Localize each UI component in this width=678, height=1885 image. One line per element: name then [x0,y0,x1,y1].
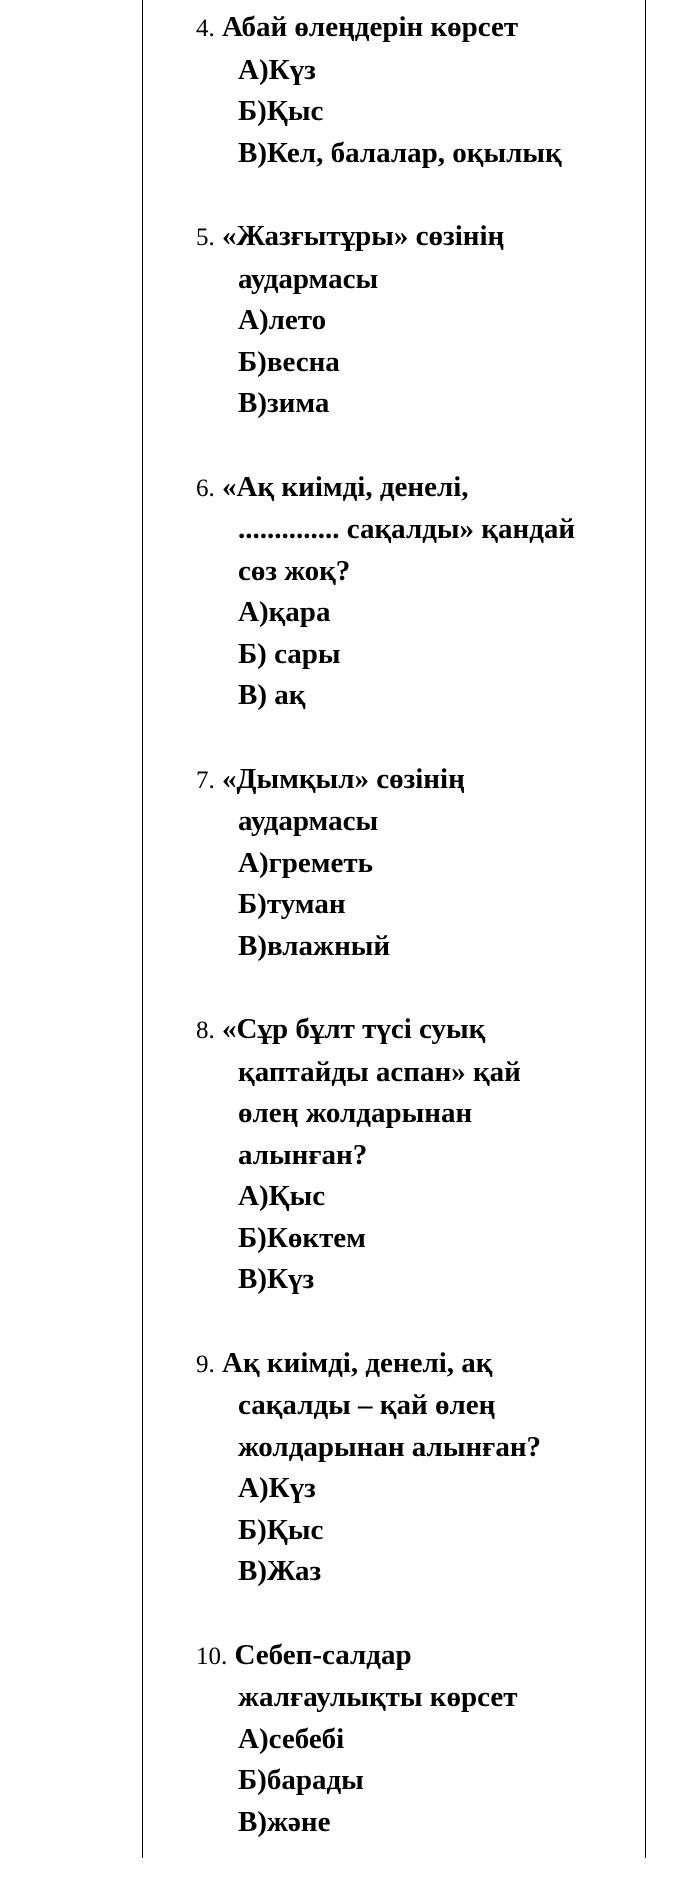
table-border-left [142,0,143,1858]
question-number: 5. [196,224,215,251]
question-stem-line: алынған? [238,1138,368,1171]
question-9 [196,1343,636,1593]
question-stem-line [196,1635,636,1678]
question-5 [196,216,636,425]
answer-option-c: В)влажный [238,929,391,962]
answer-option-b: Б)туман [238,888,346,920]
question-stem-line: аудармасы [238,262,379,295]
question-stem-line: аудармасы [238,805,379,837]
answer-option-b: Б)Қыс [238,95,324,127]
question-stem-line: жалғаулықты көрсет [238,1681,518,1713]
question-stem-line [196,1009,636,1052]
question-stem-text: Абай өлеңдерін көрсет [222,11,519,43]
answer-option-c: В)Күз [238,1263,315,1295]
question-number: 4. [196,15,215,42]
answer-option-a: А)қара [238,596,331,628]
question-stem-line: өлең жолдарынан [238,1097,473,1129]
question-stem-line: .............. сақалды» қандай [238,513,576,545]
question-stem-line [196,7,636,50]
question-stem-text: «Сұр бұлт түсі суық [222,1013,486,1045]
question-4 [196,7,636,174]
question-stem-line [196,1343,636,1386]
question-stem-line: қаптайды аспан» қай [238,1055,521,1088]
answer-option-c: В) ақ [238,679,306,711]
answer-option-a: А)Күз [238,1472,316,1504]
question-stem-line [196,759,636,802]
question-7 [196,759,636,968]
question-number: 10. [196,1642,228,1670]
question-stem-text: «Ақ киімді, денелі, [222,470,469,503]
question-number: 9. [196,1350,215,1378]
question-stem-line [196,216,636,259]
question-stem-line [196,467,636,510]
question-list [196,7,636,1885]
answer-option-b: Б)Қыс [238,1513,324,1546]
question-8 [196,1009,636,1301]
answer-option-a: А)Қыс [238,1180,326,1212]
answer-option-a: А)себебі [238,1722,345,1755]
answer-option-c: В)және [238,1805,331,1838]
answer-option-c: В)Жаз [238,1555,322,1587]
question-stem-line: сөз жоқ? [238,554,351,587]
question-6 [196,467,636,717]
question-stem-text: Себеп-салдар [234,1638,412,1671]
answer-option-a: А)лето [238,304,327,336]
question-stem-text: «Дымқыл» сөзінің [222,762,465,795]
table-border-right [645,0,646,1858]
answer-option-c: В)зима [238,387,330,419]
answer-option-b: Б)Көктем [238,1221,366,1254]
answer-option-b: Б) сары [238,637,341,670]
question-stem-text: Ақ киімді, денелі, ақ [222,1346,493,1379]
answer-option-a: А)Күз [238,53,316,86]
question-stem-line: жолдарынан алынған? [238,1430,542,1463]
question-stem-text: «Жазғытұры» сөзінің [222,220,505,252]
question-number: 6. [196,474,215,502]
answer-option-b: Б)весна [238,345,340,378]
question-stem-line: сақалды – қай өлең [238,1389,496,1421]
answer-option-c: В)Кел, балалар, оқылық [238,136,562,169]
answer-option-a: А)греметь [238,846,373,879]
question-number: 7. [196,766,215,794]
answer-option-b: Б)барады [238,1764,364,1796]
question-10 [196,1635,636,1844]
question-number: 8. [196,1017,215,1044]
